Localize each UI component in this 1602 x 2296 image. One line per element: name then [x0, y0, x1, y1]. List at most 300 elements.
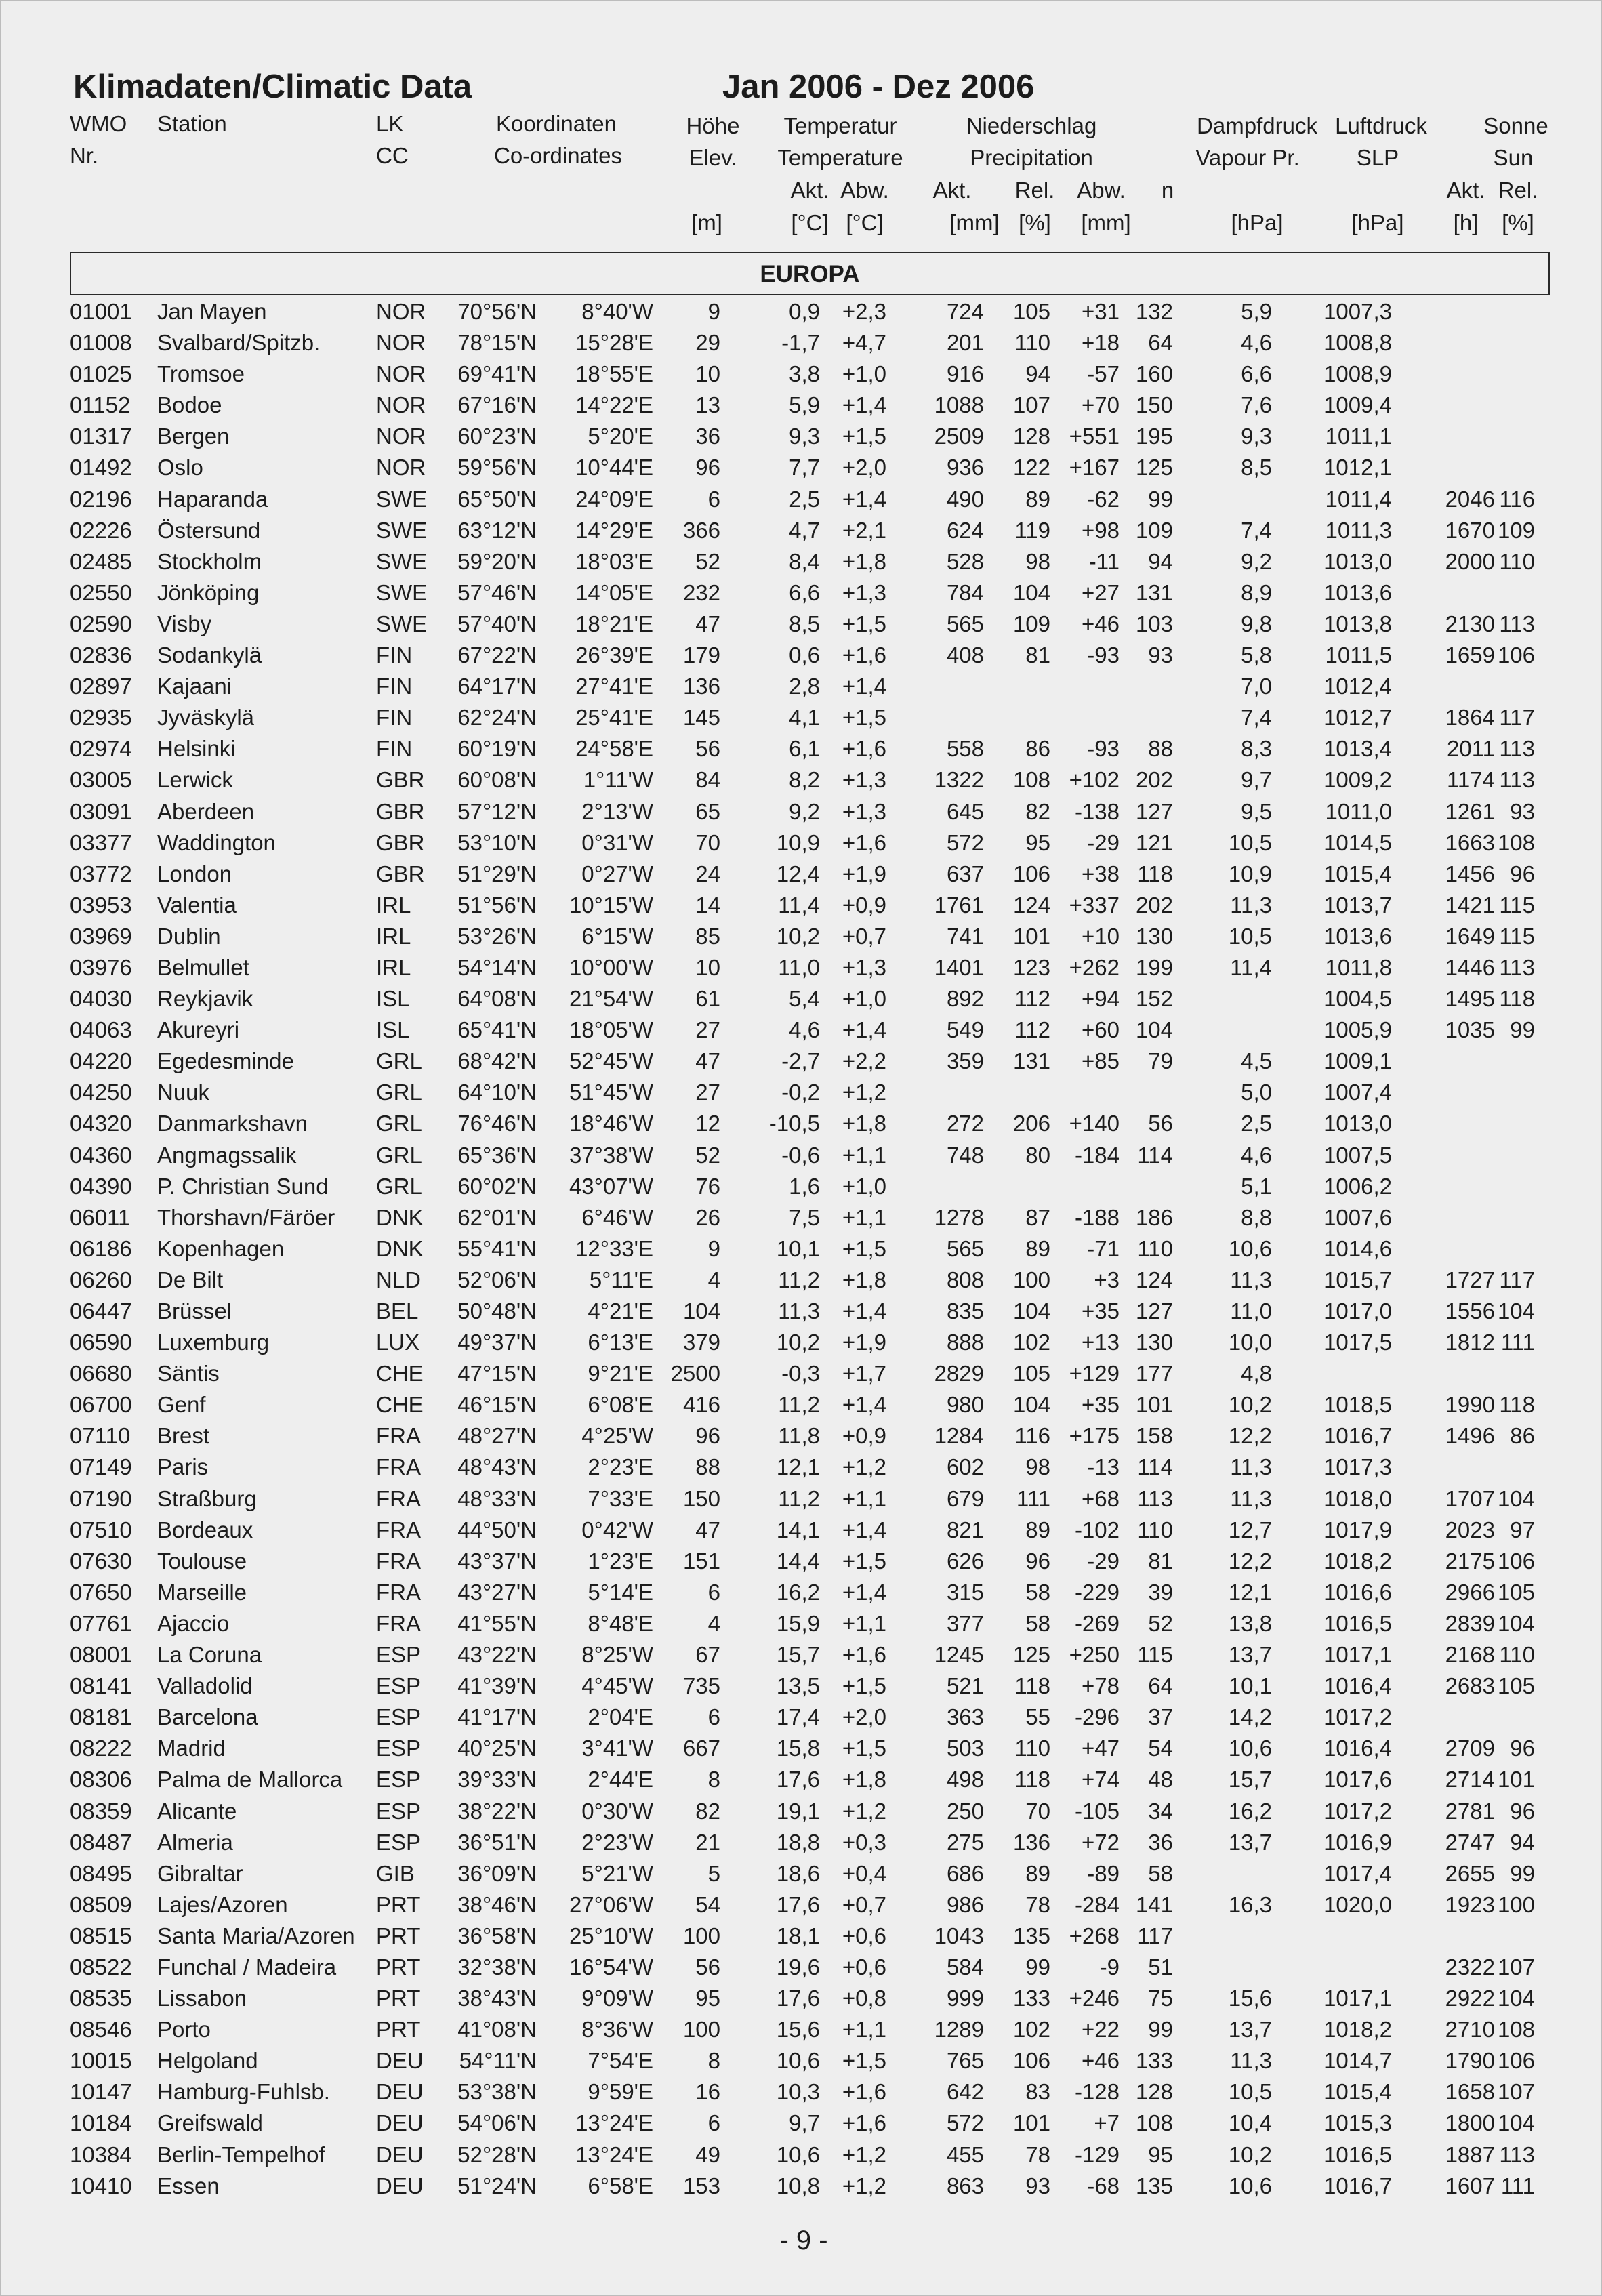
sun-akt-cell: 1607 [1445, 2173, 1495, 2198]
elevation-cell: 4 [707, 1267, 720, 1292]
vapour-cell: 13,7 [1228, 2017, 1272, 2043]
latitude-cell: 65°36'N [457, 1142, 537, 1168]
longitude-cell: 13°24'E [575, 2141, 653, 2167]
temp-akt-cell: 11,2 [778, 1267, 820, 1292]
slp-cell: 1009,1 [1323, 1048, 1392, 1074]
region-label: EUROPA [760, 261, 860, 287]
wmo-cell: 07149 [70, 1454, 132, 1480]
precip-akt-cell: 1401 [934, 954, 984, 980]
latitude-cell: 41°17'N [457, 1704, 537, 1730]
longitude-cell: 25°41'E [575, 705, 653, 731]
elevation-cell: 12 [695, 1111, 720, 1136]
vapour-cell: 8,5 [1241, 455, 1272, 480]
table-row [0, 2108, 1602, 2139]
station-cell: Berlin-Tempelhof [157, 2141, 325, 2167]
wmo-cell: 04030 [70, 986, 132, 1012]
latitude-cell: 62°01'N [457, 1204, 537, 1230]
table-row [0, 1764, 1602, 1795]
temp-akt-cell: 15,8 [776, 1736, 820, 1761]
precip-akt-cell: 821 [946, 1517, 984, 1542]
temp-abw-cell: +1,0 [842, 986, 886, 1012]
precip-n-cell: 52 [1148, 1610, 1173, 1636]
precip-n-cell: 36 [1148, 1829, 1173, 1855]
elevation-cell: 49 [695, 2141, 720, 2167]
wmo-cell: 01317 [70, 424, 132, 449]
latitude-cell: 65°41'N [457, 1017, 537, 1043]
vapour-cell: 10,6 [1228, 1736, 1272, 1761]
temp-akt-cell: 12,1 [776, 1454, 820, 1480]
precip-n-cell: 130 [1135, 1330, 1173, 1355]
header-sun: Sun [1493, 145, 1534, 170]
station-cell: Toulouse [157, 1548, 247, 1574]
precip-n-cell: 114 [1137, 1142, 1173, 1168]
precip-akt-cell: 888 [946, 1330, 984, 1355]
precip-rel-cell: 104 [1012, 579, 1050, 605]
longitude-cell: 6°15'W [581, 923, 653, 949]
table-row [0, 1639, 1602, 1670]
temp-akt-cell: 5,4 [789, 986, 820, 1012]
temp-akt-cell: 7,5 [789, 1204, 820, 1230]
elevation-cell: 136 [682, 674, 720, 699]
precip-abw-cell: +74 [1082, 1767, 1120, 1792]
precip-akt-cell: 315 [946, 1579, 984, 1605]
precip-n-cell: 202 [1135, 892, 1173, 918]
table-row [0, 827, 1602, 859]
precip-akt-cell: 490 [946, 486, 984, 512]
header-temp-akt: Akt. [790, 178, 829, 203]
latitude-cell: 43°22'N [457, 1642, 537, 1668]
country-cell: FRA [376, 1579, 421, 1605]
sun-akt-cell: 1649 [1445, 923, 1495, 949]
wmo-cell: 06011 [70, 1204, 131, 1230]
precip-akt-cell: 1088 [934, 392, 984, 418]
sun-akt-cell: 1923 [1445, 1891, 1495, 1917]
country-cell: FRA [376, 1548, 421, 1574]
sun-akt-cell: 1727 [1445, 1267, 1495, 1292]
wmo-cell: 04220 [70, 1048, 132, 1074]
precip-abw-cell: +268 [1069, 1923, 1120, 1948]
sun-rel-cell: 107 [1497, 2079, 1535, 2105]
table-row [0, 1265, 1602, 1296]
wmo-cell: 08546 [70, 2017, 132, 2043]
sun-akt-cell: 1670 [1445, 517, 1495, 543]
table-row [0, 2014, 1602, 2045]
vapour-cell: 10,5 [1228, 2079, 1272, 2105]
temp-abw-cell: +2,0 [842, 455, 886, 480]
temp-abw-cell: +2,3 [842, 299, 886, 324]
temp-abw-cell: +1,3 [842, 767, 886, 793]
header-wmo-nr: Nr. [70, 143, 99, 168]
latitude-cell: 62°24'N [457, 705, 537, 731]
wmo-cell: 03091 [70, 798, 132, 824]
station-cell: La Coruna [157, 1642, 262, 1668]
vapour-cell: 11,4 [1230, 954, 1272, 980]
temp-abw-cell: +1,0 [842, 1173, 886, 1199]
precip-rel-cell: 118 [1014, 1767, 1050, 1792]
precip-akt-cell: 408 [946, 642, 984, 668]
wmo-cell: 06590 [70, 1330, 132, 1355]
longitude-cell: 12°33'E [575, 1235, 653, 1261]
latitude-cell: 47°15'N [457, 1361, 537, 1387]
sun-akt-cell: 2710 [1445, 2017, 1495, 2043]
slp-cell: 1007,6 [1323, 1204, 1392, 1230]
precip-rel-cell: 80 [1025, 1142, 1050, 1168]
longitude-cell: 13°24'E [575, 2110, 653, 2136]
precip-n-cell: 110 [1137, 1517, 1173, 1542]
wmo-cell: 10015 [70, 2048, 132, 2074]
elevation-cell: 88 [695, 1454, 720, 1480]
latitude-cell: 59°56'N [457, 455, 537, 480]
wmo-cell: 08495 [70, 1860, 132, 1886]
vapour-cell: 7,4 [1241, 517, 1272, 543]
precip-rel-cell: 123 [1012, 954, 1050, 980]
table-row [0, 2076, 1602, 2108]
table-row [0, 1389, 1602, 1420]
precip-akt-cell: 275 [946, 1829, 984, 1855]
precip-rel-cell: 98 [1025, 548, 1050, 574]
country-cell: NOR [376, 424, 426, 449]
temp-akt-cell: 8,4 [789, 548, 820, 574]
precip-rel-cell: 122 [1012, 455, 1050, 480]
precip-rel-cell: 83 [1025, 2079, 1050, 2105]
station-cell: Kajaani [157, 674, 232, 699]
sun-rel-cell: 113 [1499, 954, 1535, 980]
table-row [0, 1358, 1602, 1389]
station-cell: Sodankylä [157, 642, 262, 668]
table-row [0, 1420, 1602, 1452]
sun-akt-cell: 2000 [1445, 548, 1495, 574]
temp-akt-cell: 14,1 [776, 1517, 820, 1542]
vapour-cell: 12,7 [1228, 1517, 1272, 1542]
precip-rel-cell: 110 [1014, 1736, 1050, 1761]
precip-abw-cell: +60 [1082, 1017, 1120, 1043]
precip-akt-cell: 686 [946, 1860, 984, 1886]
vapour-cell: 6,6 [1241, 361, 1272, 387]
country-cell: ESP [376, 1704, 422, 1730]
header-sun-akt: Akt. [1446, 178, 1485, 203]
temp-abw-cell: +2,1 [842, 517, 886, 543]
country-cell: PRT [376, 2017, 421, 2043]
wmo-cell: 02550 [70, 579, 132, 605]
table-row [0, 1577, 1602, 1608]
sun-akt-cell: 2655 [1445, 1860, 1495, 1886]
table-row [0, 1733, 1602, 1764]
temp-akt-cell: -2,7 [781, 1048, 820, 1074]
vapour-cell: 13,8 [1228, 1610, 1272, 1636]
precip-akt-cell: 549 [946, 1017, 984, 1043]
temp-abw-cell: +1,4 [842, 486, 886, 512]
vapour-cell: 11,3 [1230, 892, 1272, 918]
station-cell: London [157, 861, 232, 886]
country-cell: GRL [376, 1048, 422, 1074]
period-title: Jan 2006 - Dez 2006 [722, 68, 1035, 105]
slp-cell: 1016,5 [1323, 2141, 1392, 2167]
country-cell: DEU [376, 2110, 424, 2136]
latitude-cell: 43°37'N [457, 1548, 537, 1574]
precip-akt-cell: 835 [946, 1298, 984, 1324]
station-cell: Jan Mayen [157, 299, 267, 324]
sun-akt-cell: 2781 [1445, 1798, 1495, 1824]
precip-n-cell: 128 [1135, 2079, 1173, 2105]
sun-rel-cell: 99 [1510, 1860, 1535, 1886]
temp-akt-cell: 17,6 [776, 1767, 820, 1792]
longitude-cell: 37°38'W [569, 1142, 653, 1168]
sun-rel-cell: 109 [1497, 517, 1535, 543]
wmo-cell: 03005 [70, 767, 132, 793]
sun-akt-cell: 1658 [1445, 2079, 1495, 2105]
station-cell: Visby [157, 611, 212, 636]
precip-abw-cell: +72 [1082, 1829, 1120, 1855]
sun-akt-cell: 2747 [1445, 1829, 1495, 1855]
latitude-cell: 67°16'N [457, 392, 537, 418]
vapour-cell: 14,2 [1228, 1704, 1272, 1730]
country-cell: DNK [376, 1235, 424, 1261]
station-cell: Lissabon [157, 1986, 247, 2011]
precip-akt-cell: 503 [946, 1736, 984, 1761]
temp-abw-cell: +1,8 [842, 1267, 886, 1292]
temp-akt-cell: 0,6 [789, 642, 820, 668]
wmo-cell: 08141 [70, 1673, 132, 1699]
precip-abw-cell: +94 [1082, 986, 1120, 1012]
precip-n-cell: 79 [1148, 1048, 1173, 1074]
precip-abw-cell: +85 [1082, 1048, 1120, 1074]
temp-abw-cell: +1,4 [842, 1298, 886, 1324]
sun-rel-cell: 113 [1499, 736, 1535, 762]
sun-rel-cell: 115 [1499, 923, 1535, 949]
precip-rel-cell: 206 [1012, 1111, 1050, 1136]
country-cell: PRT [376, 1891, 421, 1917]
table-row [0, 1983, 1602, 2014]
precip-akt-cell: 1278 [934, 1204, 984, 1230]
table-row [0, 546, 1602, 577]
vapour-cell: 13,7 [1228, 1642, 1272, 1668]
precip-n-cell: 127 [1135, 1298, 1173, 1324]
sun-rel-cell: 110 [1499, 1642, 1535, 1668]
precip-n-cell: 64 [1148, 330, 1173, 356]
station-cell: Gibraltar [157, 1860, 243, 1886]
sun-akt-cell: 2709 [1445, 1736, 1495, 1761]
temp-akt-cell: 10,6 [776, 2141, 820, 2167]
longitude-cell: 21°54'W [569, 986, 653, 1012]
vapour-cell: 9,7 [1241, 767, 1272, 793]
longitude-cell: 0°27'W [581, 861, 653, 886]
elevation-cell: 56 [695, 1954, 720, 1980]
slp-cell: 1013,8 [1323, 611, 1392, 636]
page-title: Klimadaten/Climatic Data [73, 68, 472, 105]
page-number: - 9 - [779, 2226, 828, 2255]
temp-abw-cell: +1,6 [842, 736, 886, 762]
country-cell: FRA [376, 1454, 421, 1480]
country-cell: SWE [376, 579, 428, 605]
precip-rel-cell: 89 [1025, 1860, 1050, 1886]
vapour-cell: 8,8 [1241, 1204, 1272, 1230]
temp-abw-cell: +1,2 [842, 1798, 886, 1824]
header-sonne: Sonne [1483, 113, 1548, 138]
longitude-cell: 1°11'W [583, 767, 653, 793]
elevation-cell: 27 [695, 1080, 720, 1105]
latitude-cell: 51°56'N [457, 892, 537, 918]
precip-abw-cell: -229 [1074, 1579, 1120, 1605]
latitude-cell: 65°50'N [457, 486, 537, 512]
wmo-cell: 01008 [70, 330, 132, 356]
precip-akt-cell: 455 [946, 2141, 984, 2167]
sun-rel-cell: 105 [1497, 1673, 1535, 1699]
header-lk: LK [376, 111, 404, 136]
table-row [0, 2045, 1602, 2076]
station-cell: Thorshavn/Färöer [157, 1204, 335, 1230]
precip-n-cell: 99 [1148, 486, 1173, 512]
sun-rel-cell: 118 [1499, 986, 1535, 1012]
temp-akt-cell: 5,9 [789, 392, 820, 418]
temp-abw-cell: +1,4 [842, 1579, 886, 1605]
table-row [0, 764, 1602, 796]
precip-rel-cell: 89 [1025, 486, 1050, 512]
country-cell: FIN [376, 705, 413, 731]
wmo-cell: 03969 [70, 923, 132, 949]
elevation-cell: 47 [695, 1048, 720, 1074]
station-cell: Svalbard/Spitzb. [157, 330, 321, 356]
temp-abw-cell: +1,2 [842, 2141, 886, 2167]
precip-rel-cell: 58 [1025, 1610, 1050, 1636]
vapour-cell: 4,6 [1241, 330, 1272, 356]
longitude-cell: 51°45'W [569, 1080, 653, 1105]
elevation-cell: 27 [695, 1017, 720, 1043]
precip-akt-cell: 565 [946, 611, 984, 636]
station-cell: Nuuk [157, 1080, 210, 1105]
temp-akt-cell: 4,7 [789, 517, 820, 543]
wmo-cell: 07650 [70, 1579, 132, 1605]
wmo-cell: 02897 [70, 674, 132, 699]
precip-n-cell: 195 [1135, 424, 1173, 449]
longitude-cell: 18°03'E [575, 548, 653, 574]
longitude-cell: 10°44'E [575, 455, 653, 480]
elevation-cell: 10 [695, 361, 720, 387]
temp-akt-cell: -0,3 [781, 1361, 820, 1387]
precip-rel-cell: 131 [1012, 1048, 1050, 1074]
vapour-cell: 9,3 [1241, 424, 1272, 449]
latitude-cell: 54°06'N [457, 2110, 537, 2136]
slp-cell: 1011,3 [1325, 517, 1392, 543]
slp-cell: 1016,7 [1323, 1423, 1392, 1449]
precip-akt-cell: 626 [946, 1548, 984, 1574]
table-row [0, 1670, 1602, 1702]
temp-akt-cell: 11,2 [778, 1392, 820, 1418]
slp-cell: 1018,2 [1323, 2017, 1392, 2043]
precip-abw-cell: -138 [1074, 798, 1120, 824]
sun-akt-cell: 1990 [1445, 1392, 1495, 1418]
elevation-cell: 36 [695, 424, 720, 449]
sun-rel-cell: 104 [1497, 2110, 1535, 2136]
vapour-cell: 10,2 [1228, 1392, 1272, 1418]
temp-abw-cell: +1,5 [842, 611, 886, 636]
precip-rel-cell: 104 [1012, 1298, 1050, 1324]
station-cell: Barcelona [157, 1704, 258, 1730]
temp-abw-cell: +1,5 [842, 1548, 886, 1574]
slp-cell: 1013,7 [1323, 892, 1392, 918]
temp-abw-cell: +0,4 [842, 1860, 886, 1886]
station-cell: Oslo [157, 455, 203, 480]
slp-cell: 1007,5 [1323, 1142, 1392, 1168]
temp-akt-cell: 17,6 [776, 1986, 820, 2011]
sun-akt-cell: 1556 [1445, 1298, 1495, 1324]
precip-akt-cell: 642 [946, 2079, 984, 2105]
temp-akt-cell: 8,5 [789, 611, 820, 636]
temp-abw-cell: +2,0 [842, 1704, 886, 1730]
precip-akt-cell: 624 [946, 517, 984, 543]
precip-n-cell: 88 [1148, 736, 1173, 762]
wmo-cell: 06260 [70, 1267, 132, 1292]
latitude-cell: 40°25'N [457, 1736, 537, 1761]
slp-cell: 1020,0 [1323, 1891, 1392, 1917]
wmo-cell: 07510 [70, 1517, 132, 1542]
sun-akt-cell: 1659 [1445, 642, 1495, 668]
sun-rel-cell: 106 [1497, 2048, 1535, 2074]
wmo-cell: 07630 [70, 1548, 132, 1574]
vapour-cell: 11,3 [1230, 1454, 1272, 1480]
latitude-cell: 54°11'N [459, 2048, 537, 2074]
elevation-cell: 21 [695, 1829, 720, 1855]
vapour-cell: 10,2 [1228, 2141, 1272, 2167]
precip-akt-cell: 980 [946, 1392, 984, 1418]
vapour-cell: 12,2 [1228, 1423, 1272, 1449]
header-elev: Elev. [689, 145, 737, 170]
sun-rel-cell: 111 [1500, 1330, 1535, 1355]
precip-rel-cell: 104 [1012, 1392, 1050, 1418]
precip-n-cell: 186 [1135, 1204, 1173, 1230]
longitude-cell: 26°39'E [575, 642, 653, 668]
latitude-cell: 67°22'N [457, 642, 537, 668]
slp-cell: 1006,2 [1323, 1173, 1392, 1199]
wmo-cell: 02974 [70, 736, 132, 762]
longitude-cell: 1°23'E [588, 1548, 653, 1574]
vapour-cell: 7,0 [1241, 674, 1272, 699]
table-row [0, 1889, 1602, 1921]
station-cell: Bergen [157, 424, 230, 449]
longitude-cell: 2°23'E [588, 1454, 653, 1480]
temp-abw-cell: +1,3 [842, 579, 886, 605]
elevation-cell: 47 [695, 1517, 720, 1542]
longitude-cell: 14°05'E [575, 579, 653, 605]
precip-abw-cell: +551 [1069, 424, 1120, 449]
precip-abw-cell: -11 [1088, 548, 1120, 574]
precip-rel-cell: 136 [1012, 1829, 1050, 1855]
vapour-cell: 4,5 [1241, 1048, 1272, 1074]
longitude-cell: 18°46'W [569, 1111, 653, 1136]
header-slp-unit: [hPa] [1351, 210, 1404, 235]
wmo-cell: 01492 [70, 455, 132, 480]
longitude-cell: 10°00'W [569, 954, 653, 980]
precip-akt-cell: 724 [946, 299, 984, 324]
header-precip-rel: Rel. [1014, 178, 1055, 203]
latitude-cell: 60°23'N [457, 424, 537, 449]
vapour-cell: 8,3 [1241, 736, 1272, 762]
precip-abw-cell: +35 [1082, 1298, 1120, 1324]
country-cell: ISL [376, 986, 410, 1012]
vapour-cell: 10,1 [1228, 1673, 1272, 1699]
station-cell: Säntis [157, 1361, 220, 1387]
longitude-cell: 7°54'E [588, 2048, 653, 2074]
country-cell: GRL [376, 1080, 422, 1105]
sun-akt-cell: 1446 [1445, 954, 1495, 980]
table-row [0, 859, 1602, 890]
wmo-cell: 01152 [70, 392, 131, 418]
country-cell: GRL [376, 1111, 422, 1136]
station-cell: Helsinki [157, 736, 236, 762]
sun-rel-cell: 113 [1499, 2141, 1535, 2167]
elevation-cell: 6 [707, 486, 720, 512]
sun-rel-cell: 99 [1510, 1017, 1535, 1043]
wmo-cell: 07761 [70, 1610, 132, 1636]
